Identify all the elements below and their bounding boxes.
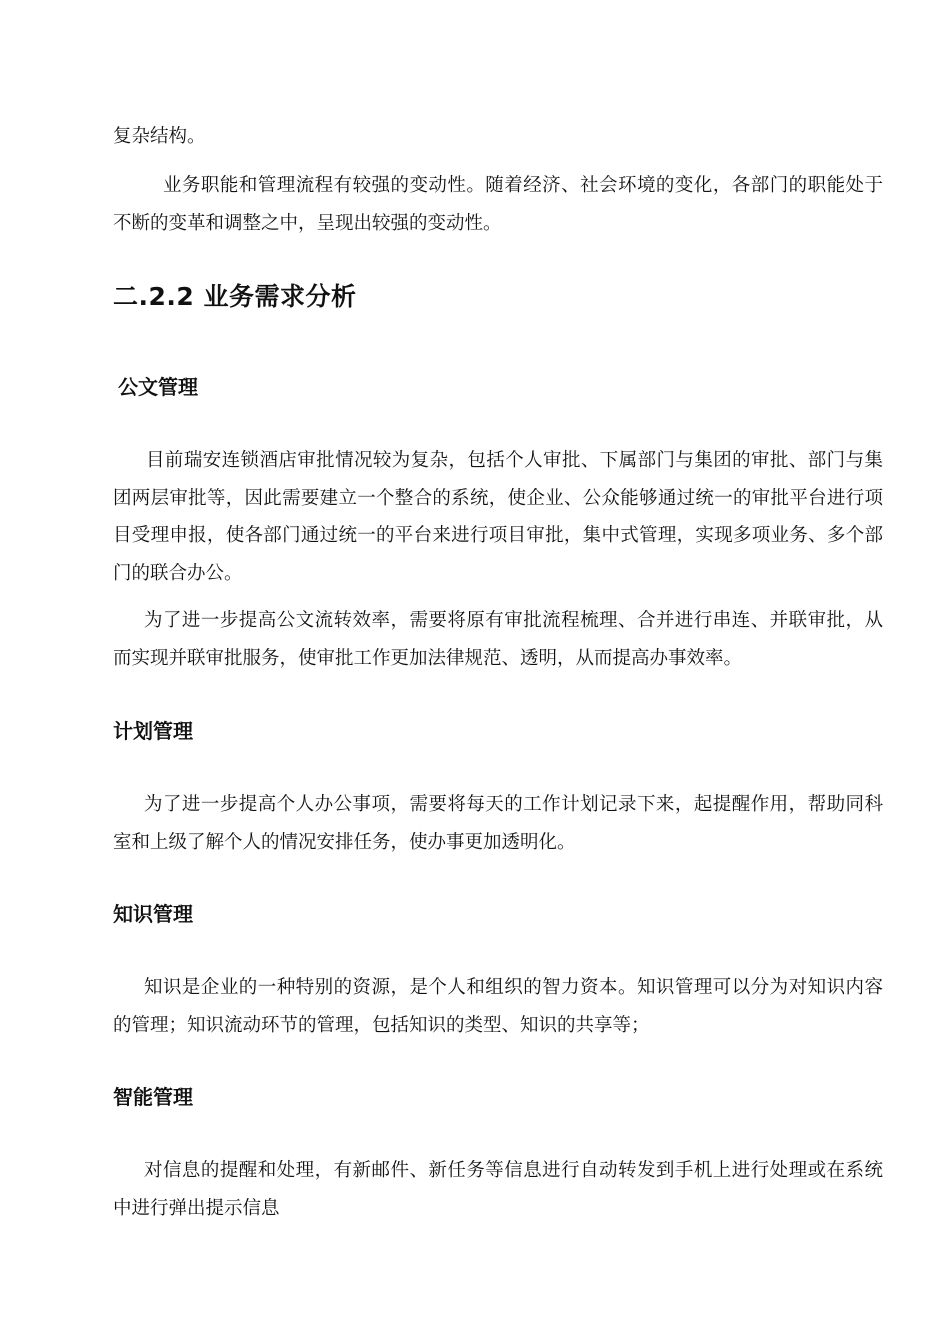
subheading-document-management: 公文管理 xyxy=(118,375,198,399)
paragraph-document-management-2: 为了进一步提高公文流转效率，需要将原有审批流程梳理、合并进行串连、并联审批，从而实现并联审批服务，使审批工作更加法律规范、透明，从而提高办事效率。 xyxy=(113,610,883,669)
paragraph-knowledge-management: 知识是企业的一种特别的资源，是个人和组织的智力资本。知识管理可以分为对知识内容的管理；知识流动环节的管理，包括知识的类型、知识的共享等； xyxy=(113,977,883,1036)
section-heading: 二.2.2 业务需求分析 xyxy=(113,282,357,311)
paragraph-continuation: 复杂结构。 xyxy=(113,126,206,147)
paragraph-plan-management: 为了进一步提高个人办公事项，需要将每天的工作计划记录下来，起提醒作用，帮助同科室和上级了解个人的情况安排任务，使办事更加透明化。 xyxy=(113,794,883,853)
paragraph-document-management-1: 目前瑞安连锁酒店审批情况较为复杂，包括个人审批、下属部门与集团的审批、部门与集团两层审批等，因此需要建立一个整合的系统，使企业、公众能够通过统一的审批平台进行项目受理申报，使各部门通过统一的平台来进行项目审批，集中式管理，实现多项业务、多个部门的联合办公。 xyxy=(113,450,883,584)
subheading-knowledge-management: 知识管理 xyxy=(113,902,193,926)
subheading-intelligent-management: 智能管理 xyxy=(113,1085,193,1109)
paragraph-variability: 业务职能和管理流程有较强的变动性。随着经济、社会环境的变化，各部门的职能处于不断的变革和调整之中，呈现出较强的变动性。 xyxy=(113,175,883,234)
subheading-plan-management: 计划管理 xyxy=(113,719,193,743)
paragraph-intelligent-management: 对信息的提醒和处理，有新邮件、新任务等信息进行自动转发到手机上进行处理或在系统中进行弹出提示信息 xyxy=(113,1160,883,1219)
